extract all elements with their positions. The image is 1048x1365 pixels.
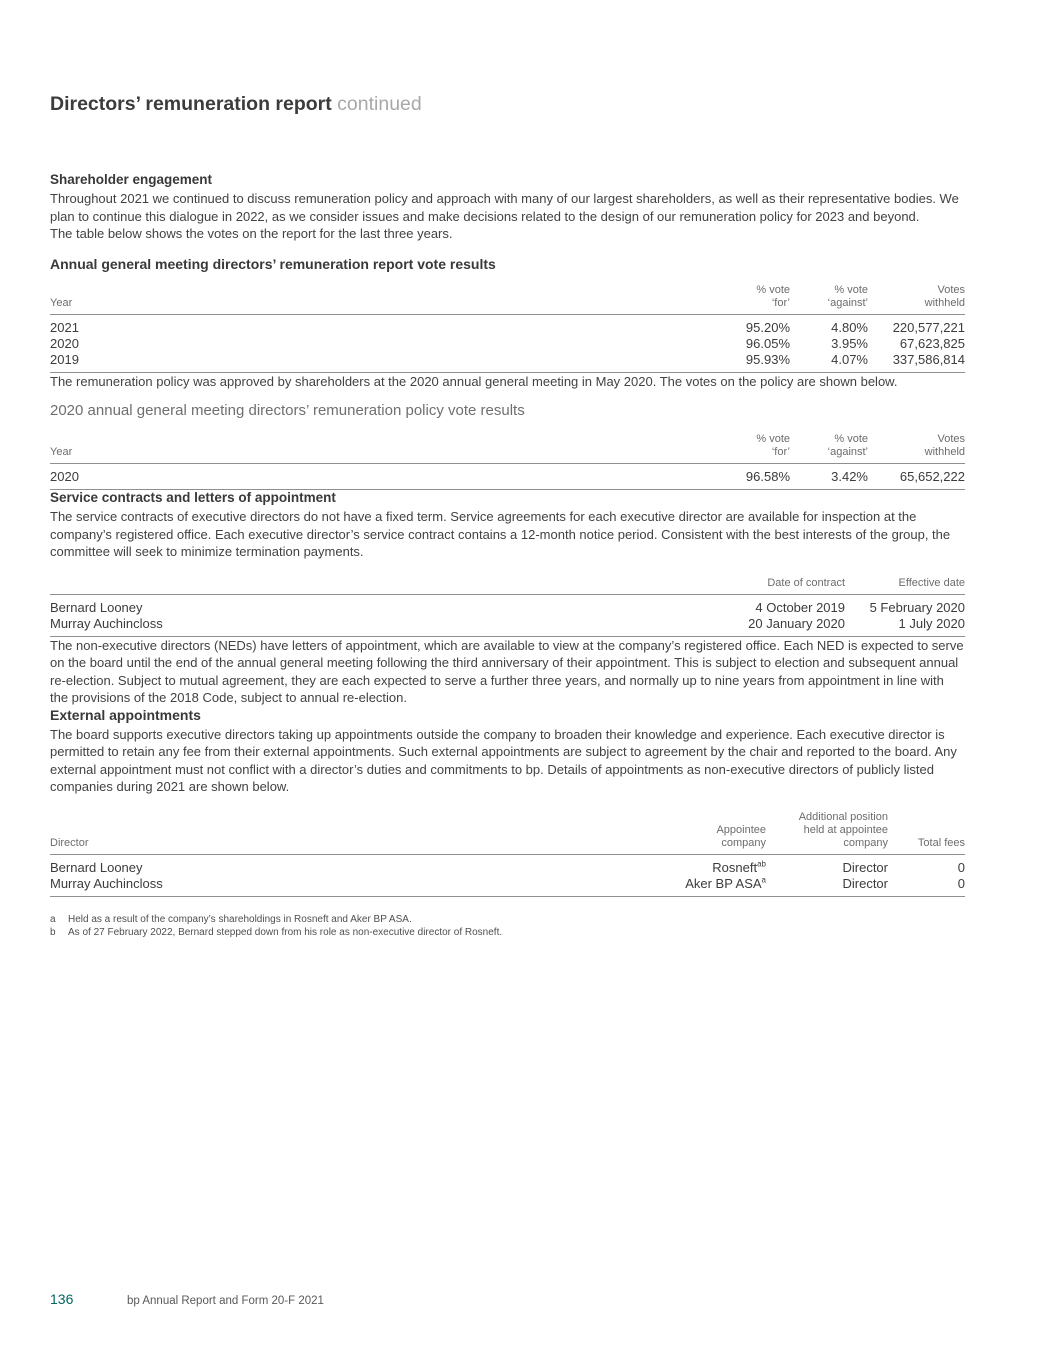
footnotes (50, 913, 965, 939)
footnote-marker: ab (757, 859, 766, 869)
cell-director: Bernard Looney (50, 859, 143, 875)
cell-year: 2021 (50, 319, 79, 335)
col-header-additional-position: Additional position held at appointee company (766, 811, 888, 855)
policy-intro-paragraph: The remuneration policy was approved by shareholders at the 2020 annual general meeting in May 2020. The votes on the policy are shown below. (50, 373, 898, 389)
cell-votes-withheld: 65,652,222 (899, 469, 965, 484)
table-row (50, 314, 965, 336)
col-header-effective-date: Effective date (845, 577, 965, 595)
table-row (50, 352, 965, 373)
table-intro-paragraph: The table below shows the votes on the report for the last three years. (50, 226, 453, 241)
cell-additional-position: Director (842, 859, 888, 875)
service-contracts-paragraph: The service contracts of executive directors do not have a fixed term. Service agreements for each executive director are available for inspection at the company’s registered office. Each executive director’s service contract contains a 12-month notice period. Consistent with the best interests of the group, the committee will seek to minimize termination payments. (50, 509, 951, 559)
cell-vote-for: 96.05% (745, 335, 790, 351)
footnote-a (50, 913, 965, 926)
cell-additional-position: Director (842, 875, 888, 891)
col-header-votes-withheld: Votes withheld (868, 284, 965, 315)
cell-vote-against: 4.80% (831, 319, 868, 335)
table-row (50, 854, 965, 876)
service-contracts-table (50, 577, 965, 637)
table-row (50, 594, 965, 616)
footnote-text: Held as a result of the company’s shareholdings in Rosneft and Aker BP ASA. (68, 913, 412, 925)
cell-votes-withheld: 220,577,221 (892, 319, 965, 335)
table-header-row (50, 811, 965, 855)
cell-votes-withheld: 67,623,825 (899, 335, 965, 351)
col-header-director: Director (50, 811, 606, 855)
heading-external-appointments: External appointments (50, 706, 201, 723)
cell-vote-against: 4.07% (831, 351, 868, 367)
col-header-vote-for: % vote ‘for’ (680, 284, 790, 315)
table-header-row (50, 433, 965, 464)
footnote-text: As of 27 February 2022, Bernard stepped down from his role as non-executive director of Rosneft. (68, 926, 503, 938)
col-header-vote-against: % vote ‘against’ (790, 433, 868, 464)
cell-director: Murray Auchincloss (50, 875, 163, 891)
cell-effective-date: 5 February 2020 (869, 599, 965, 615)
page-title-main: Directors’ remuneration report (50, 93, 332, 115)
cell-vote-for: 95.20% (745, 319, 790, 335)
table-header-row (50, 284, 965, 315)
cell-total-fees: 0 (957, 859, 965, 875)
cell-year: 2020 (50, 335, 79, 351)
agm-report-votes-table (50, 284, 965, 373)
footnote-b (50, 926, 965, 939)
cell-vote-against: 3.95% (831, 335, 868, 351)
table-header-row (50, 577, 965, 595)
heading-agm-report-vote-results: Annual general meeting directors’ remuneration report vote results (50, 255, 496, 272)
col-header-name (50, 577, 695, 595)
col-header-year: Year (50, 433, 680, 464)
cell-vote-for: 95.93% (745, 351, 790, 367)
cell-director-name: Murray Auchincloss (50, 615, 163, 631)
shareholder-engagement-paragraph: Throughout 2021 we continued to discuss remuneration policy and approach with many of our largest shareholders, as well as their representative bodies. We plan to continue this dialogue in 2022, as we consider issues and make decisions related to the design of our remuneration policy for 2023 and beyond. (50, 191, 959, 224)
table-row (50, 876, 965, 897)
cell-director-name: Bernard Looney (50, 599, 143, 615)
external-appointments-paragraph: The board supports executive directors taking up appointments outside the company to broaden their knowledge and experience. Each executive director is permitted to retain any fee from their external appointments. Such external appointments are subject to agreement by the chair and reported to the board. Any external appointment must not conflict with a director’s duties and commitments to bp. Details of appointments as non-executive directors of publicly listed companies during 2021 are shown below. (50, 726, 957, 794)
heading-service-contracts: Service contracts and letters of appointment (50, 490, 336, 505)
heading-shareholder-engagement: Shareholder engagement (50, 172, 213, 187)
heading-policy-vote-results: 2020 annual general meeting directors’ remuneration policy vote results (50, 402, 525, 419)
neds-paragraph: The non-executive directors (NEDs) have letters of appointment, which are available to view at the company’s registered office. Each NED is expected to serve on the board until the end of the annual general meeting following the third anniversary of their appointment. This is subject to election and subsequent annual re-election. Subject to mutual agreement, they are each expected to serve a further three years, and normally up to nine years from appointment in line with the provisions of the 2018 Code, subject to annual re-election. (50, 637, 964, 705)
table-row (50, 616, 965, 637)
cell-appointee-company: Aker BP ASA$^a$ (685, 875, 766, 891)
cell-effective-date: 1 July 2020 (898, 615, 965, 631)
footer-report-title: bp Annual Report and Form 20-F 2021 (127, 1295, 324, 1307)
col-header-votes-withheld: Votes withheld (868, 433, 965, 464)
cell-appointee-company: Rosneft$^{ab}$ (712, 859, 766, 875)
col-header-vote-against: % vote ‘against’ (790, 284, 868, 315)
col-header-date-of-contract: Date of contract (695, 577, 845, 595)
page-title (50, 93, 965, 116)
footnote-marker: b (50, 926, 56, 938)
col-header-year: Year (50, 284, 680, 315)
cell-year: 2020 (50, 469, 79, 484)
page-title-continued: continued (337, 93, 422, 115)
cell-votes-withheld: 337,586,814 (892, 351, 965, 367)
page-number: 136 (50, 1291, 74, 1307)
table-row (50, 336, 965, 352)
col-header-appointee-company: Appointee company (606, 811, 766, 855)
page-footer (50, 1291, 324, 1307)
cell-date-of-contract: 20 January 2020 (748, 615, 845, 631)
cell-vote-against: 3.42% (831, 469, 868, 484)
footnote-marker: a (50, 913, 56, 925)
col-header-vote-for: % vote ‘for’ (680, 433, 790, 464)
cell-year: 2019 (50, 351, 79, 367)
footnote-marker: a (761, 875, 766, 885)
cell-date-of-contract: 4 October 2019 (755, 599, 845, 615)
policy-votes-table (50, 433, 965, 490)
external-appointments-table (50, 811, 965, 897)
table-row (50, 464, 965, 490)
col-header-total-fees: Total fees (888, 811, 965, 855)
cell-total-fees: 0 (957, 875, 965, 891)
cell-vote-for: 96.58% (745, 469, 790, 484)
